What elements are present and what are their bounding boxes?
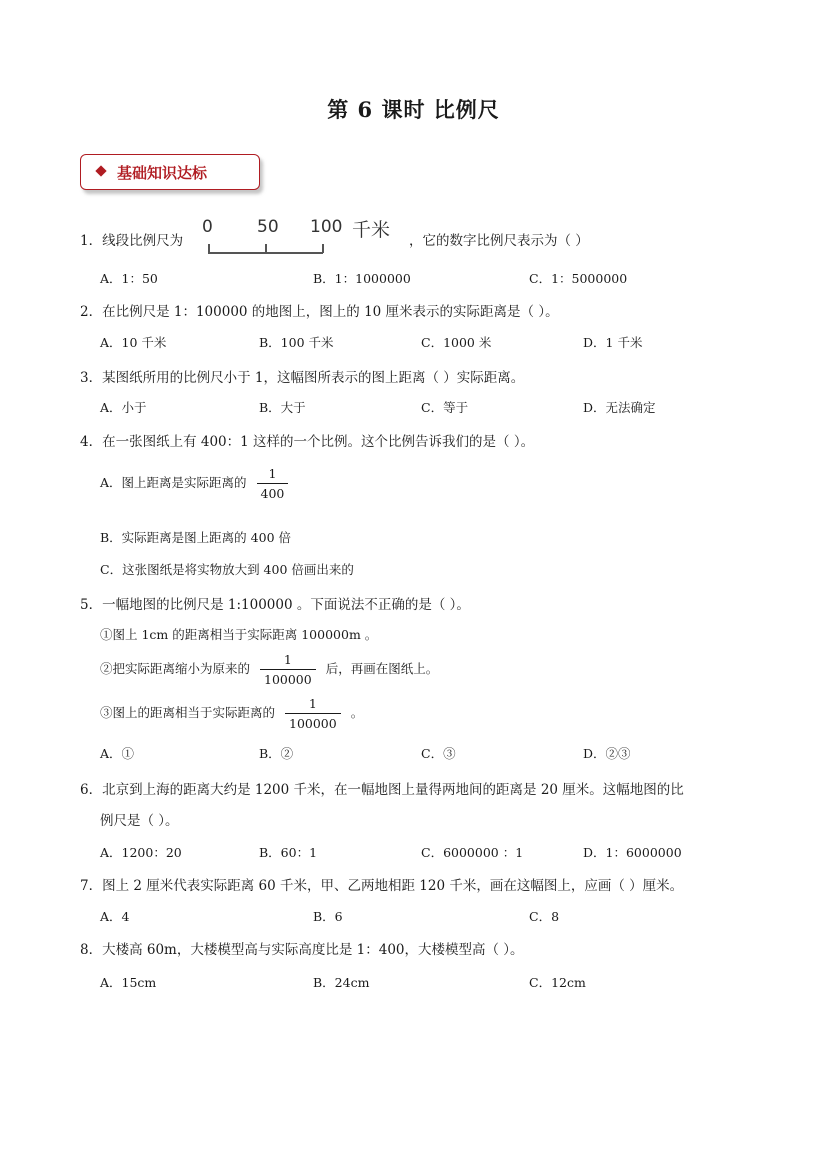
q5-statement-2-before: ②把实际距离缩小为原来的 bbox=[100, 661, 251, 676]
section-tab bbox=[80, 154, 260, 190]
q6-option-a[interactable]: A．1200：20 bbox=[100, 845, 182, 860]
diamond-icon bbox=[95, 165, 106, 176]
q5-statement-2-after: 后，再画在图纸上。 bbox=[325, 661, 439, 676]
fraction-numerator: 1 bbox=[260, 652, 316, 670]
page-title: 第 6 课时 比例尺 bbox=[327, 97, 500, 122]
q6-option-d[interactable]: D．1：6000000 bbox=[583, 845, 682, 860]
q2-option-c[interactable]: C．1000 米 bbox=[421, 335, 492, 350]
q8-option-b[interactable]: B．24cm bbox=[313, 975, 370, 990]
q6-option-c[interactable]: C．6000000 ：1 bbox=[421, 845, 524, 860]
scale-label-100: 100 bbox=[310, 217, 343, 237]
q4-option-b[interactable]: B．实际距离是图上距离的 400 倍 bbox=[100, 530, 291, 545]
question-6-line-2: 例尺是（ ）。 bbox=[100, 813, 179, 829]
scale-unit: 千米 bbox=[352, 219, 391, 241]
question-6-line-1: 6．北京到上海的距离大约是 1200 千米，在一幅地图上量得两地间的距离是 20 厘米。这幅地图的比 bbox=[80, 782, 684, 798]
question-7: 7．图上 2 厘米代表实际距离 60 千米，甲、乙两地相距 120 千米，画在这幅图上，应画（ ）厘米。 bbox=[80, 878, 684, 894]
scale-tick bbox=[265, 244, 267, 253]
question-8: 8．大楼高 60m，大楼模型高与实际高度比是 1：400，大楼模型高（ ）。 bbox=[80, 942, 524, 958]
question-1-prefix: 1．线段比例尺为 bbox=[80, 233, 184, 249]
q5-option-a[interactable]: A．① bbox=[100, 746, 135, 761]
q8-option-c[interactable]: C．12cm bbox=[529, 975, 586, 990]
q5-option-c[interactable]: C．③ bbox=[421, 746, 456, 761]
q3-option-b[interactable]: B．大于 bbox=[259, 400, 306, 415]
scale-tick bbox=[208, 244, 210, 253]
section-tab-label: 基础知识达标 bbox=[117, 164, 208, 182]
q5-statement-3-after: 。 bbox=[350, 705, 364, 720]
q2-option-a[interactable]: A．10 千米 bbox=[100, 335, 167, 350]
q7-option-c[interactable]: C．8 bbox=[529, 909, 560, 924]
q7-option-b[interactable]: B．6 bbox=[313, 909, 343, 924]
q2-option-b[interactable]: B．100 千米 bbox=[259, 335, 334, 350]
q5-statement-1: ①图上 1cm 的距离相当于实际距离 100000m 。 bbox=[100, 627, 378, 642]
scale-label-0: 0 bbox=[202, 217, 213, 237]
fraction-denominator: 100000 bbox=[289, 716, 337, 731]
q4-option-a[interactable] bbox=[100, 466, 294, 501]
scale-tick bbox=[322, 244, 324, 253]
question-1-suffix: ，它的数字比例尺表示为（ ） bbox=[409, 233, 589, 249]
line-scale-bar bbox=[200, 217, 405, 257]
fraction-numerator: 1 bbox=[257, 466, 289, 484]
fraction bbox=[260, 652, 316, 687]
fraction-denominator: 100000 bbox=[264, 672, 312, 687]
fraction bbox=[257, 466, 289, 501]
question-2: 2．在比例尺是 1：100000 的地图上，图上的 10 厘米表示的实际距离是（ ）。 bbox=[80, 304, 559, 320]
question-4: 4．在一张图纸上有 400：1 这样的一个比例。这个比例告诉我们的是（ ）。 bbox=[80, 434, 535, 450]
q6-option-b[interactable]: B．60：1 bbox=[259, 845, 318, 860]
q5-statement-3-before: ③图上的距离相当于实际距离的 bbox=[100, 705, 276, 720]
fraction-denominator: 400 bbox=[260, 486, 285, 501]
q3-option-d[interactable]: D．无法确定 bbox=[583, 400, 656, 415]
q5-option-d[interactable]: D．②③ bbox=[583, 746, 631, 761]
q5-statement-3 bbox=[100, 696, 363, 731]
q5-option-b[interactable]: B．② bbox=[259, 746, 294, 761]
fraction-numerator: 1 bbox=[285, 696, 341, 714]
q2-option-d[interactable]: D．1 千米 bbox=[583, 335, 643, 350]
question-5: 5．一幅地图的比例尺是 1:100000 。下面说法不正确的是（ ）。 bbox=[80, 597, 470, 613]
scale-label-50: 50 bbox=[257, 217, 279, 237]
q4-option-a-text: A．图上距离是实际距离的 bbox=[100, 475, 247, 490]
q3-option-c[interactable]: C．等于 bbox=[421, 400, 469, 415]
q5-statement-2 bbox=[100, 652, 438, 687]
q4-option-c[interactable]: C．这张图纸是将实物放大到 400 倍画出来的 bbox=[100, 562, 354, 577]
q1-option-c[interactable]: C．1：5000000 bbox=[529, 271, 628, 286]
fraction bbox=[285, 696, 341, 731]
q1-option-b[interactable]: B．1：1000000 bbox=[313, 271, 411, 286]
question-3: 3．某图纸所用的比例尺小于 1，这幅图所表示的图上距离（ ）实际距离。 bbox=[80, 370, 525, 386]
q3-option-a[interactable]: A．小于 bbox=[100, 400, 147, 415]
q8-option-a[interactable]: A．15cm bbox=[100, 975, 157, 990]
q1-option-a[interactable]: A．1：50 bbox=[100, 271, 158, 286]
q7-option-a[interactable]: A．4 bbox=[100, 909, 130, 924]
